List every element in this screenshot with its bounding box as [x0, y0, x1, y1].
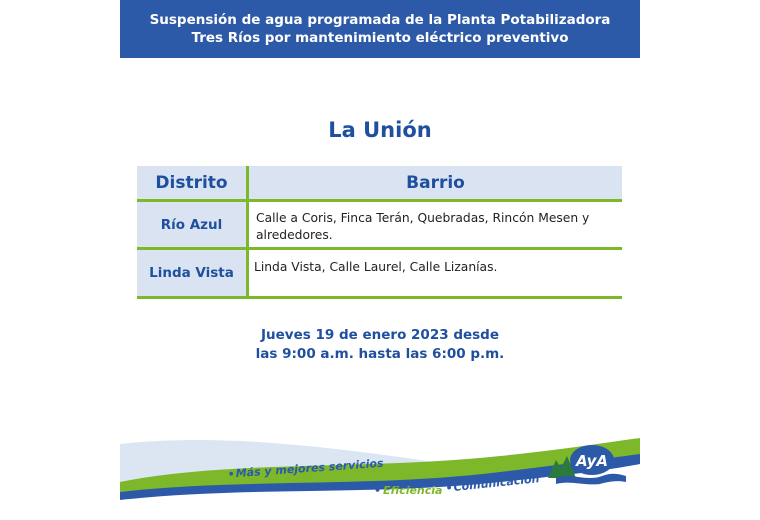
table-row — [137, 202, 622, 250]
slogan-bullet-3: • — [444, 481, 454, 495]
canton-title: La Unión — [328, 118, 432, 142]
table-row — [137, 250, 622, 299]
table-header-row — [137, 166, 622, 202]
aya-logo-mark — [546, 438, 630, 486]
distrito-cell: Río Azul — [137, 202, 249, 247]
slogan-eficiencia: Eficiencia — [383, 484, 443, 497]
header-distrito: Distrito — [137, 166, 249, 199]
announcement-card — [120, 0, 640, 520]
schedule-text — [120, 326, 640, 364]
slogan-servicios: Más y mejores servicios — [235, 456, 384, 480]
schedule-line-1: Jueves 19 de enero 2023 desde — [261, 327, 499, 343]
schedule-line-2: las 9:00 a.m. hasta las 6:00 p.m. — [255, 346, 505, 362]
slogan-bullet-2: • — [374, 484, 382, 497]
slogan-comunicacion: Comunicación — [452, 472, 540, 494]
header-barrio: Barrio — [406, 172, 465, 193]
distrito-cell: Linda Vista — [137, 250, 249, 296]
affected-areas-table — [137, 166, 622, 299]
header-banner — [120, 0, 640, 58]
banner-title-line-2: Tres Ríos por mantenimiento eléctrico preventivo — [191, 30, 569, 46]
logo-text: AyA — [576, 452, 608, 470]
slogan-bullet-1: • — [227, 467, 236, 481]
aya-logo — [546, 438, 630, 486]
banner-title-line-1: Suspensión de agua programada de la Planta Potabilizadora — [149, 12, 611, 28]
barrio-cell: Linda Vista, Calle Laurel, Calle Lizanías. — [254, 260, 498, 274]
barrio-cell: Calle a Coris, Finca Terán, Quebradas, Rincón Mesen y alrededores. — [256, 211, 590, 242]
